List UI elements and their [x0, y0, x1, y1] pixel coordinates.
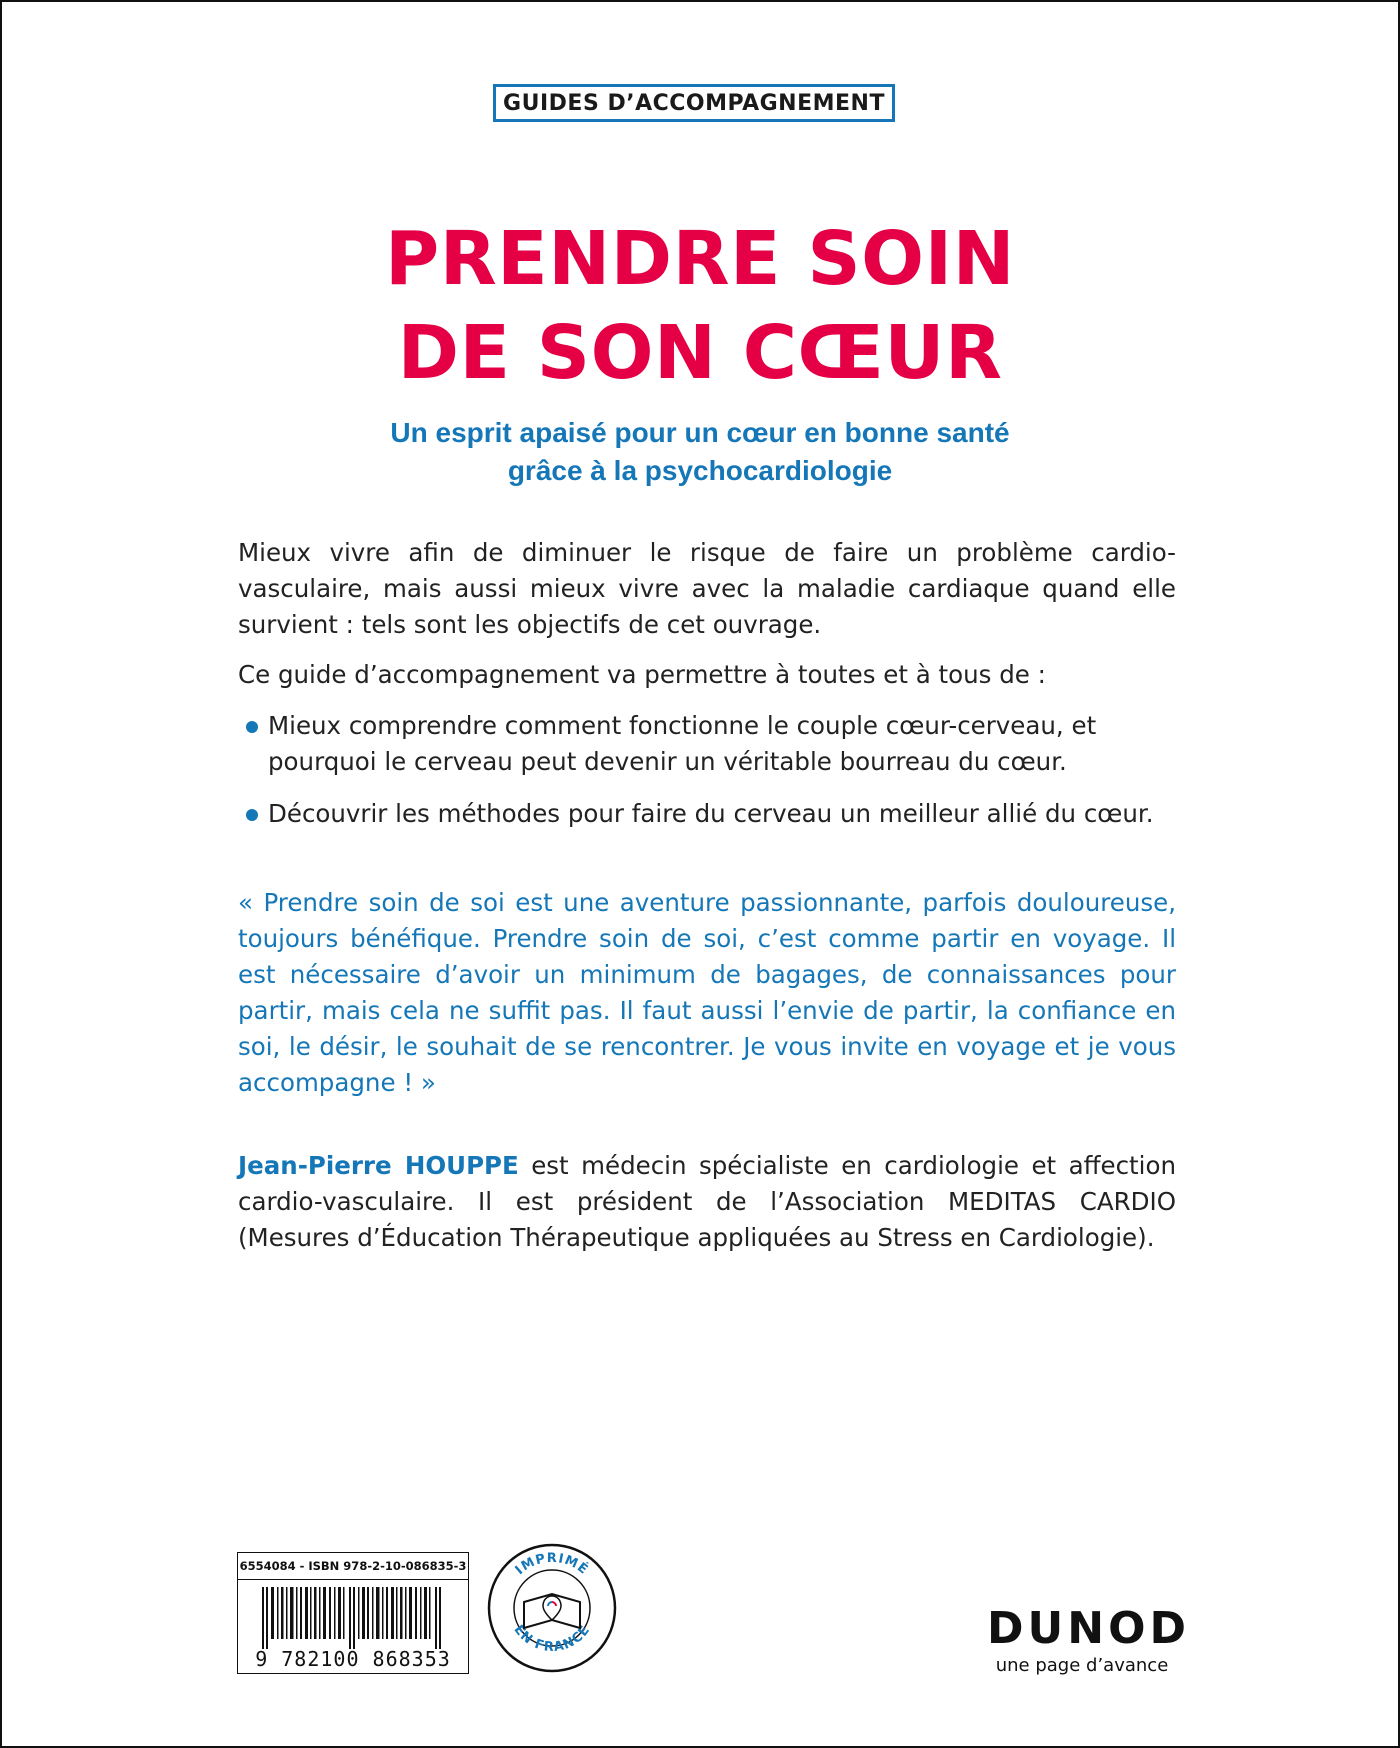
- seal-top-text: IMPRIMÉ: [512, 1550, 592, 1579]
- author-bio: [238, 1148, 1176, 1256]
- book-title-line-2: DE SON CŒUR: [397, 310, 1003, 396]
- list-item: [238, 708, 1176, 780]
- book-title: [2, 212, 1398, 400]
- publisher-name: DUNOD: [987, 1603, 1191, 1654]
- series-badge: GUIDES D’ACCOMPAGNEMENT: [493, 84, 895, 122]
- author-bio-text: est médecin spécialiste en cardiologie et affection cardio-vasculaire. Il est président de l’Association MEDITAS CARDIO (Mesures d’Éducation Thérapeutique appliquées au Stress en Cardiologie).: [238, 1151, 1176, 1252]
- barcode-digits: 9 782100 868353: [255, 1647, 451, 1671]
- bullet-dot-icon: [246, 809, 258, 821]
- seal-bottom-text: EN FRANCE: [510, 1622, 594, 1656]
- publisher-logo: [987, 1603, 1191, 1676]
- bullet-list: [238, 708, 1176, 848]
- lead-paragraph: Ce guide d’accompagnement va permettre à toutes et à tous de :: [238, 660, 1046, 689]
- list-item-text: Mieux comprendre comment fonctionne le couple cœur-cerveau, et pourquoi le cerveau peut devenir un véritable bourreau du cœur.: [268, 711, 1097, 776]
- book-title-line-1: PRENDRE SOIN: [384, 216, 1016, 302]
- book-subtitle-line-2: grâce à la psychocardiologie: [507, 455, 893, 486]
- barcode-block: [237, 1552, 469, 1674]
- book-subtitle-line-1: Un esprit apaisé pour un cœur en bonne santé: [390, 417, 1010, 448]
- author-name: Jean-Pierre HOUPPE: [238, 1151, 519, 1180]
- list-item-text: Découvrir les méthodes pour faire du cerveau un meilleur allié du cœur.: [268, 799, 1154, 828]
- bullet-dot-icon: [246, 721, 258, 733]
- book-subtitle: [2, 414, 1398, 490]
- publisher-tagline: une page d’avance: [995, 1655, 1169, 1676]
- intro-paragraph: Mieux vivre afin de diminuer le risque de faire un problème cardio-vasculaire, mais aussi mieux vivre avec la maladie cardiaque quand elle survient : tels sont les objectifs de cet ouvrage.: [238, 538, 1176, 639]
- isbn-label: 6554084 - ISBN 978-2-10-086835-3: [238, 1553, 468, 1580]
- printed-in-france-seal-icon: [486, 1542, 618, 1674]
- list-item: [238, 796, 1176, 832]
- barcode-icon: [248, 1587, 458, 1649]
- author-quote: « Prendre soin de soi est une aventure passionnante, parfois douloureuse, toujours bénéfique. Prendre soin de soi, c’est comme partir en voyage. Il est nécessaire d’avoir un minimum de bagages, de connaissances pour partir, mais cela ne suffit pas. Il faut aussi l’envie de partir, la confiance en soi, le désir, le souhait de se rencontrer. Je vous invite en voyage et je vous accompagne ! »: [238, 888, 1176, 1097]
